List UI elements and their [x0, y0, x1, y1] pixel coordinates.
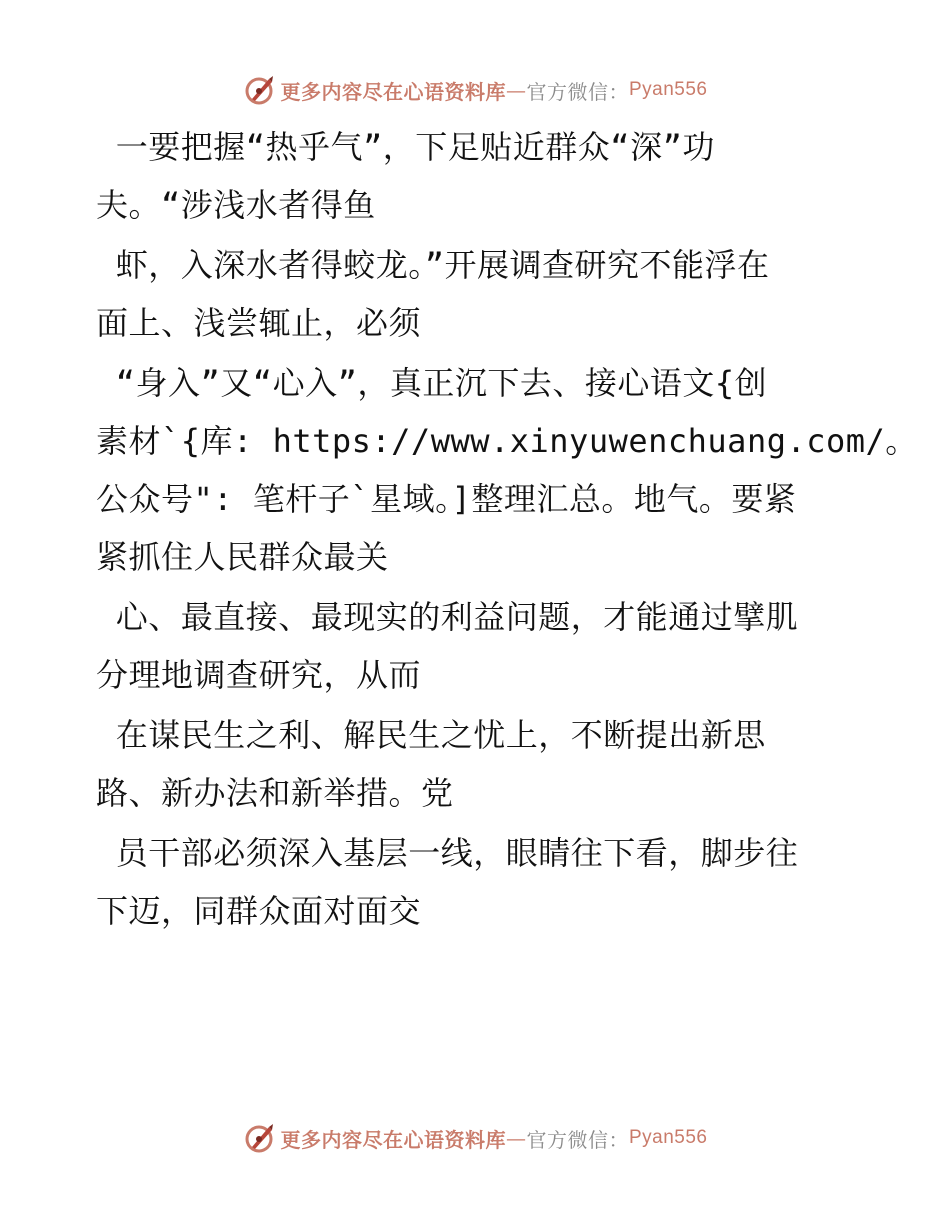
paragraph-5	[96, 706, 856, 822]
text-line: 公众号": 笔杆子`星域。]整理汇总。地气。要紧	[96, 480, 797, 518]
paragraph-6	[96, 824, 856, 940]
paragraph-3	[96, 354, 918, 586]
text-line: 下迈，同群众面对面交	[96, 892, 422, 930]
quill-pen-logo-icon	[242, 1121, 276, 1155]
watermark-label: 官方微信：	[526, 79, 629, 104]
text-line: 紧抓住人民群众最关	[96, 538, 389, 576]
watermark-brand: 更多内容尽在心语资料库	[280, 79, 506, 104]
text-line: 夫。“涉浅水者得鱼	[96, 186, 376, 224]
paragraph-4	[96, 588, 856, 704]
watermark-brand: 更多内容尽在心语资料库	[280, 1127, 506, 1152]
text-line: “身入”又“心入”，真正沉下去、接心语文{创	[96, 364, 768, 402]
quill-pen-logo-icon	[242, 73, 276, 107]
text-line: 心、最直接、最现实的利益问题，才能通过擘肌	[96, 598, 799, 636]
text-line: 虾，入深水者得蛟龙。”开展调查研究不能浮在	[96, 246, 770, 284]
watermark-label: 官方微信：	[526, 1127, 629, 1152]
text-line: 路、新办法和新举措。党	[96, 774, 454, 812]
text-line: 素材`{库: https://www.xinyuwenchuang.com/。	[96, 422, 918, 460]
document-body	[96, 118, 918, 942]
header-watermark	[0, 70, 950, 110]
watermark-account: Pyan556	[628, 79, 708, 100]
footer-watermark	[0, 1118, 950, 1158]
watermark-account: Pyan556	[628, 1127, 708, 1148]
watermark-dash: —	[505, 78, 527, 102]
text-line: 一要把握“热乎气”，下足贴近群众“深”功	[96, 128, 715, 166]
text-line: 面上、浅尝辄止，必须	[96, 304, 422, 342]
watermark-dash: —	[505, 1126, 527, 1150]
text-line: 员干部必须深入基层一线，眼睛往下看，脚步往	[96, 834, 799, 872]
text-line: 在谋民生之利、解民生之忧上，不断提出新思	[96, 716, 766, 754]
paragraph-2	[96, 236, 856, 352]
paragraph-1	[96, 118, 856, 234]
text-line: 分理地调查研究，从而	[96, 656, 422, 694]
